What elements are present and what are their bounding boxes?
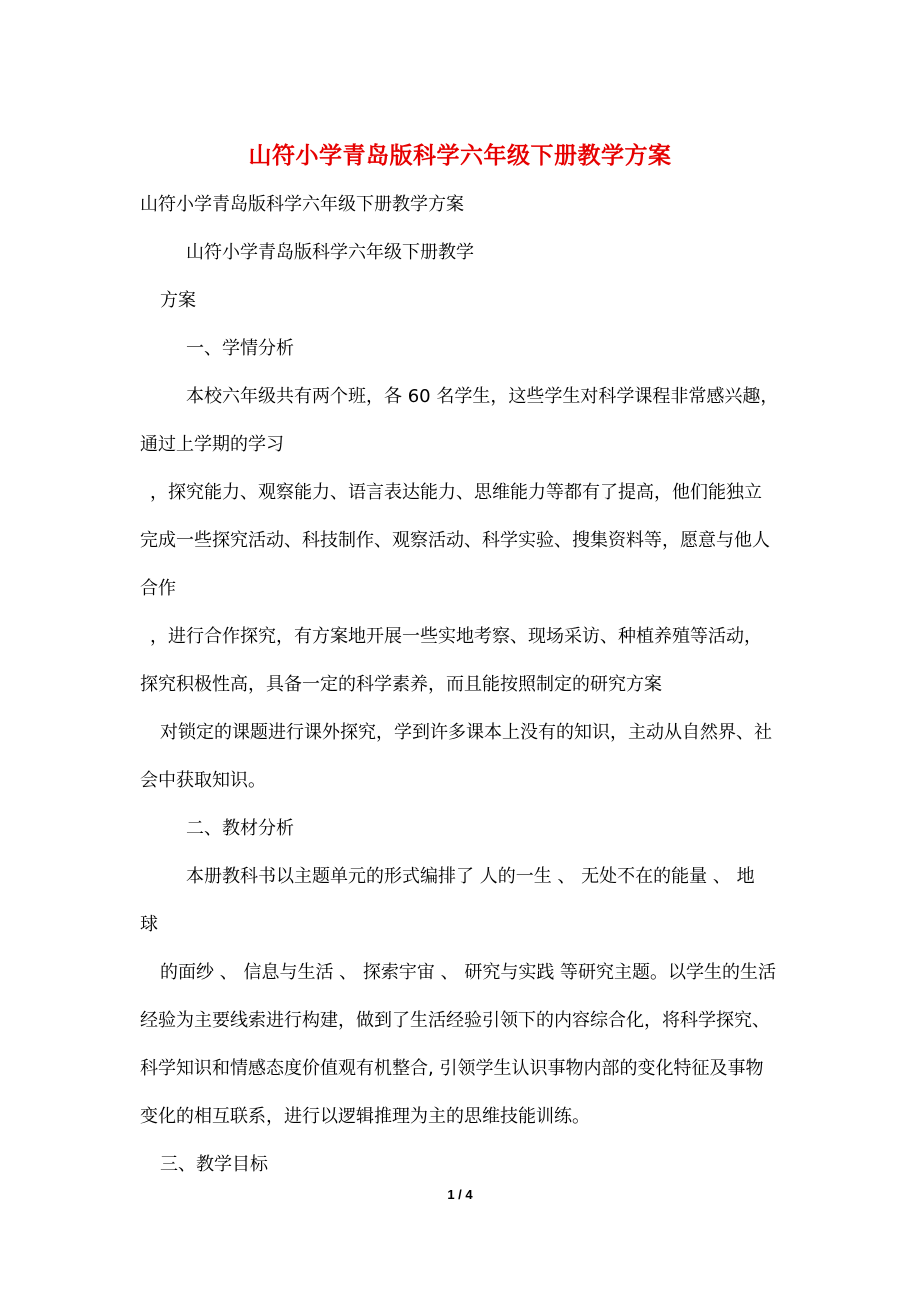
paragraph-line: ，进行合作探究，有方案地开展一些实地考察、现场采访、种植养殖等活动， <box>150 626 762 647</box>
paragraph-line: 的面纱 、 信息与生活 、 探索宇宙 、 研究与实践 等研究主题。以学生的生活 <box>160 962 777 983</box>
heading-line: 山符小学青岛版科学六年级下册教学 <box>186 242 474 263</box>
heading-line-continued: 方案 <box>160 290 196 311</box>
paragraph-line: ，探究能力、观察能力、语言表达能力、思维能力等都有了提高，他们能独立 <box>150 482 762 503</box>
paragraph-line: 科学知识和情感态度价值观有机整合, 引领学生认识事物内部的变化特征及事物 <box>140 1058 764 1079</box>
subtitle-line: 山符小学青岛版科学六年级下册教学方案 <box>140 194 464 215</box>
document-title: 山符小学青岛版科学六年级下册教学方案 <box>248 142 672 169</box>
paragraph-line: 探究积极性高，具备一定的科学素养，而且能按照制定的研究方案 <box>140 674 662 695</box>
paragraph-line: 会中获取知识。 <box>140 770 266 791</box>
paragraph-line: 变化的相互联系，进行以逻辑推理为主的思维技能训练。 <box>140 1106 590 1127</box>
section-heading-2: 二、教材分析 <box>186 818 294 839</box>
paragraph-line: 对锁定的课题进行课外探究，学到许多课本上没有的知识，主动从自然界、社 <box>160 722 772 743</box>
section-heading-1: 一、学情分析 <box>186 338 294 359</box>
paragraph-line: 经验为主要线索进行构建，做到了生活经验引领下的内容综合化，将科学探究、 <box>140 1010 770 1031</box>
paragraph-line: 本册教科书以主题单元的形式编排了 人的一生 、 无处不在的能量 、 地 <box>186 866 755 887</box>
paragraph-line: 合作 <box>140 578 176 599</box>
paragraph-line: 球 <box>140 914 158 935</box>
page-number: 1 / 4 <box>447 1187 473 1202</box>
section-heading-3: 三、教学目标 <box>160 1154 268 1175</box>
paragraph-line: 本校六年级共有两个班，各 60 名学生，这些学生对科学课程非常感兴趣， <box>186 386 779 407</box>
paragraph-line: 通过上学期的学习 <box>140 434 284 455</box>
paragraph-line: 完成一些探究活动、科技制作、观察活动、科学实验、搜集资料等，愿意与他人 <box>140 530 770 551</box>
